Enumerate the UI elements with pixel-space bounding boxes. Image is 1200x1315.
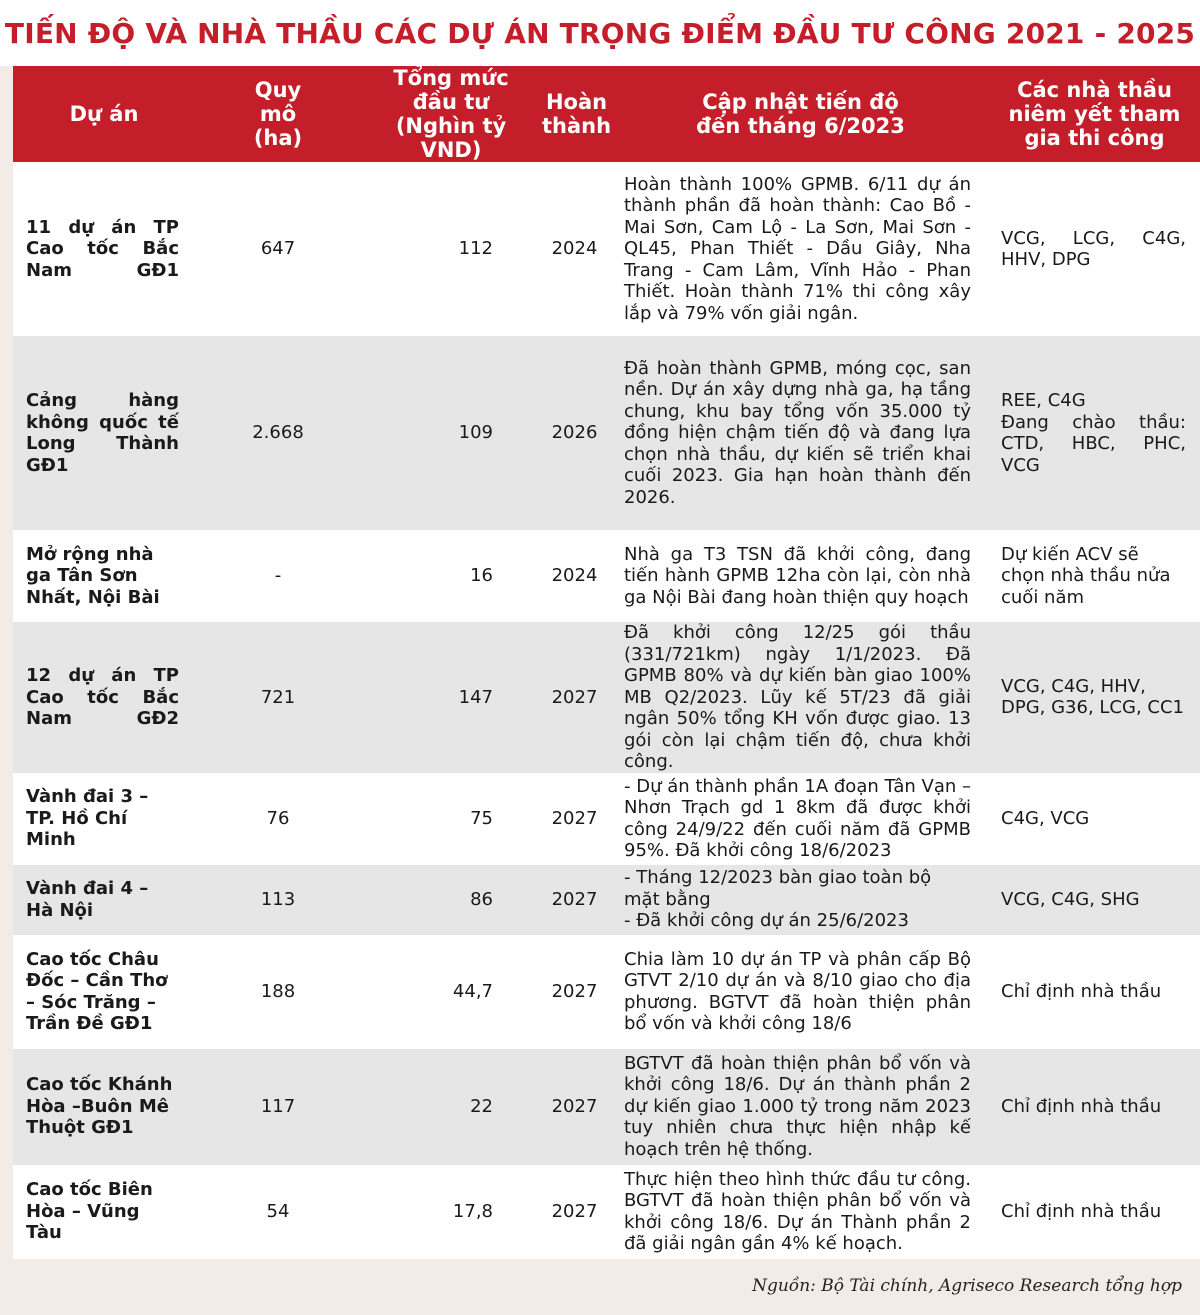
scale-value: 721 [195,622,361,773]
contractors: Chỉ định nhà thầu [989,1165,1200,1259]
contractors: VCG, LCG, C4G, HHV, DPG [989,162,1200,336]
investment-value: 86 [361,865,541,935]
scale-value: 54 [195,1165,361,1259]
contractors: Dự kiến ACV sẽ chọn nhà thầu nửa cuối năm [989,530,1200,622]
completion-year: 2024 [541,162,612,336]
completion-year: 2027 [541,1049,612,1165]
source-note: Nguồn: Bộ Tài chính, Agriseco Research tổng hợp [752,1276,1182,1296]
contractors: VCG, C4G, HHV, DPG, G36, LCG, CC1 [989,622,1200,773]
contractors: C4G, VCG [989,773,1200,865]
completion-year: 2027 [541,865,612,935]
projects-table [13,66,1200,1259]
table-row [13,935,1200,1049]
investment-value: 44,7 [361,935,541,1049]
table-row [13,622,1200,773]
progress-update: Nhà ga T3 TSN đã khởi công, đang tiến hành GPMB 12ha còn lại, còn nhà ga Nội Bài đang hoàn thiện quy hoạch [612,530,989,622]
header-investment: Tổng mức đầu tư (Nghìn tỷ VND) [361,66,541,162]
scale-value: 117 [195,1049,361,1165]
table-row [13,865,1200,935]
completion-year: 2027 [541,773,612,865]
header-project: Dự án [13,66,195,162]
scale-value: 647 [195,162,361,336]
progress-update: - Tháng 12/2023 bàn giao toàn bộ mặt bằng - Đã khởi công dự án 25/6/2023 [612,865,989,935]
contractors: Chỉ định nhà thầu [989,1049,1200,1165]
completion-year: 2026 [541,336,612,530]
completion-year: 2024 [541,530,612,622]
investment-value: 112 [361,162,541,336]
project-name: 11 dự án TP Cao tốc Bắc Nam GĐ1 [13,162,195,336]
investment-value: 109 [361,336,541,530]
completion-year: 2027 [541,622,612,773]
progress-update: BGTVT đã hoàn thiện phân bổ vốn và khởi công 18/6. Dự án thành phần 2 dự kiến giao 1.000 tỷ trong năm 2023 tuy nhiên chưa thực hiện nhập kế hoạch trên hệ thống. [612,1049,989,1165]
table-row [13,773,1200,865]
table-row [13,336,1200,530]
header-completion: Hoàn thành [541,66,612,162]
project-name: Cao tốc Biên Hòa – Vũng Tàu [13,1165,195,1259]
project-name: 12 dự án TP Cao tốc Bắc Nam GĐ2 [13,622,195,773]
page-title: TIẾN ĐỘ VÀ NHÀ THẦU CÁC DỰ ÁN TRỌNG ĐIỂM ĐẦU TƯ CÔNG 2021 - 2025 [0,0,1200,66]
table-row [13,530,1200,622]
header-contractors: Các nhà thầu niêm yết tham gia thi công [989,66,1200,162]
table-header-row [13,66,1200,162]
investment-value: 16 [361,530,541,622]
progress-update: Thực hiện theo hình thức đầu tư công. BGTVT đã hoàn thiện phân bổ vốn và khởi công 18/6. Dự án Thành phần 2 đã giải ngân gần 4% kế hoạch. [612,1165,989,1259]
investment-value: 147 [361,622,541,773]
header-update: Cập nhật tiến độ đến tháng 6/2023 [612,66,989,162]
scale-value: 76 [195,773,361,865]
table-row [13,1049,1200,1165]
completion-year: 2027 [541,1165,612,1259]
investment-value: 22 [361,1049,541,1165]
project-name: Cao tốc Khánh Hòa –Buôn Mê Thuột GĐ1 [13,1049,195,1165]
progress-update: Hoàn thành 100% GPMB. 6/11 dự án thành phần đã hoàn thành: Cao Bồ - Mai Sơn, Cam Lộ - La Sơn, Mai Sơn - QL45, Phan Thiết - Dầu Giây, Nha Trang - Cam Lâm, Vĩnh Hảo - Phan Thiết. Hoàn thành 71% thi công xây lắp và 79% vốn giải ngân. [612,162,989,336]
investment-value: 75 [361,773,541,865]
contractors: Chỉ định nhà thầu [989,935,1200,1049]
project-name: Mở rộng nhà ga Tân Sơn Nhất, Nội Bài [13,530,195,622]
contractors: VCG, C4G, SHG [989,865,1200,935]
scale-value: 188 [195,935,361,1049]
completion-year: 2027 [541,935,612,1049]
scale-value: 113 [195,865,361,935]
contractors: REE, C4G Đang chào thầu: CTD, HBC, PHC, VCG [989,336,1200,530]
project-name: Cao tốc Châu Đốc – Cần Thơ – Sóc Trăng – Trần Đề GĐ1 [13,935,195,1049]
project-name: Cảng hàng không quốc tế Long Thành GĐ1 [13,336,195,530]
progress-update: Đã khởi công 12/25 gói thầu (331/721km) ngày 1/1/2023. Đã GPMB 80% và dự kiến bàn giao 100% MB Q2/2023. Lũy kế 5T/23 đã giải ngân 50% tổng KH vốn được giao. 13 gói còn lại chậm tiến độ, chưa khởi công. [612,622,989,773]
scale-value: 2.668 [195,336,361,530]
progress-update: Chia làm 10 dự án TP và phân cấp Bộ GTVT 2/10 dự án và 8/10 giao cho địa phương. BGTVT đã hoàn thiện phân bổ vốn và khởi công 18/6 [612,935,989,1049]
table-row [13,1165,1200,1259]
project-name: Vành đai 3 – TP. Hồ Chí Minh [13,773,195,865]
project-name: Vành đai 4 – Hà Nội [13,865,195,935]
header-scale: Quy mô (ha) [195,66,361,162]
investment-value: 17,8 [361,1165,541,1259]
progress-update: - Dự án thành phần 1A đoạn Tân Vạn – Nhơn Trạch gd 1 8km đã được khởi công 24/9/22 đến cuối năm đã GPMB 95%. Đã khởi công 18/6/2023 [612,773,989,865]
table-row [13,162,1200,336]
progress-update: Đã hoàn thành GPMB, móng cọc, san nền. Dự án xây dựng nhà ga, hạ tầng chung, khu bay tổng vốn 35.000 tỷ đồng hiện chậm tiến độ và đang lựa chọn nhà thầu, dự kiến sẽ triển khai cuối 2023. Gia hạn hoàn thành đến 2026. [612,336,989,530]
scale-value: - [195,530,361,622]
